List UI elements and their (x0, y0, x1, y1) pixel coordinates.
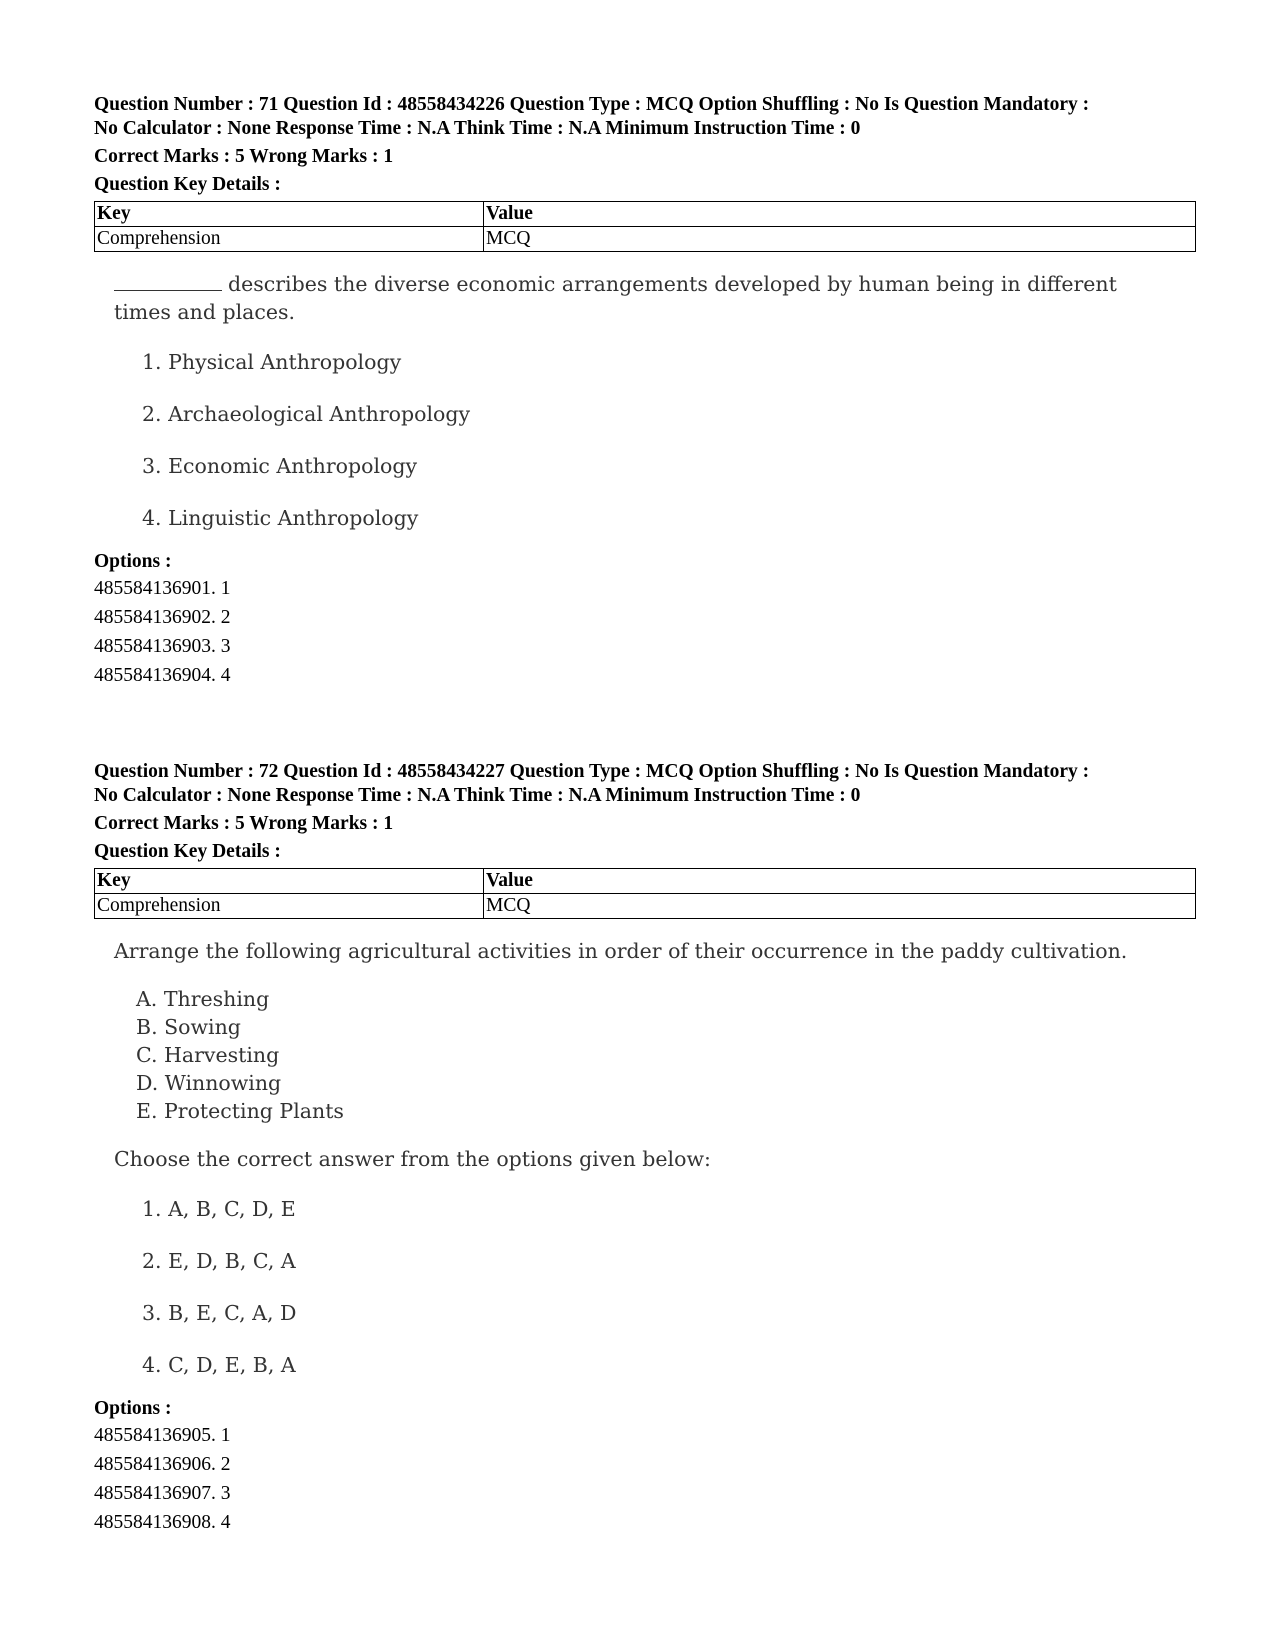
sequence-item: D. Winnowing (136, 1071, 282, 1095)
fill-in-blank (114, 270, 222, 291)
key-details-table (94, 868, 1196, 919)
choice-item: 4. Linguistic Anthropology (142, 506, 419, 530)
key-header-cell: Key (95, 869, 484, 894)
choice-item: 1. A, B, C, D, E (142, 1197, 296, 1221)
key-details-table (94, 201, 1196, 252)
option-item: 485584136901. 1 (94, 578, 231, 599)
question-image (94, 270, 1194, 532)
marks-line: Correct Marks : 5 Wrong Marks : 1 (94, 813, 394, 834)
option-item: 485584136908. 4 (94, 1512, 231, 1533)
option-item: 485584136903. 3 (94, 636, 231, 657)
value-header-cell: Value (484, 869, 1196, 894)
choice-item: 2. Archaeological Anthropology (142, 402, 471, 426)
key-cell: Comprehension (95, 894, 484, 919)
value-cell: MCQ (484, 894, 1196, 919)
key-details-title: Question Key Details : (94, 174, 281, 195)
value-header-cell: Value (484, 202, 1196, 227)
key-table-row (95, 227, 1196, 252)
choice-item: 4. C, D, E, B, A (142, 1353, 296, 1377)
question-image (94, 937, 1194, 1379)
key-table-row (95, 894, 1196, 919)
sequence-item: B. Sowing (136, 1015, 241, 1039)
question-block-71 (94, 93, 1194, 690)
question-block-72 (94, 760, 1194, 1537)
answer-instruction: Choose the correct answer from the options given below: (114, 1147, 711, 1171)
choice-item: 2. E, D, B, C, A (142, 1249, 296, 1273)
choice-item: 1. Physical Anthropology (142, 350, 402, 374)
sequence-item: E. Protecting Plants (136, 1099, 344, 1123)
choice-item: 3. Economic Anthropology (142, 454, 418, 478)
key-header-cell: Key (95, 202, 484, 227)
sequence-item: A. Threshing (136, 987, 270, 1011)
option-item: 485584136902. 2 (94, 607, 231, 628)
question-stem (114, 270, 1174, 326)
marks-line: Correct Marks : 5 Wrong Marks : 1 (94, 146, 394, 167)
value-cell: MCQ (484, 227, 1196, 252)
choice-item: 3. B, E, C, A, D (142, 1301, 297, 1325)
options-title: Options : (94, 551, 172, 572)
options-title: Options : (94, 1398, 172, 1419)
question-header-line2: No Calculator : None Response Time : N.A Think Time : N.A Minimum Instruction Time : 0 (94, 785, 861, 806)
question-header-line1: Question Number : 72 Question Id : 48558434227 Question Type : MCQ Option Shuffling : No Is Question Mandatory : (94, 761, 1090, 782)
key-table-header-row (95, 869, 1196, 894)
key-table-header-row (95, 202, 1196, 227)
option-item: 485584136905. 1 (94, 1425, 231, 1446)
key-cell: Comprehension (95, 227, 484, 252)
sequence-item: C. Harvesting (136, 1043, 280, 1067)
option-item: 485584136907. 3 (94, 1483, 231, 1504)
option-item: 485584136906. 2 (94, 1454, 231, 1475)
key-details-title: Question Key Details : (94, 841, 281, 862)
question-stem-text: describes the diverse economic arrangements developed by human being in different times and places. (114, 272, 1117, 324)
question-header-line1: Question Number : 71 Question Id : 48558434226 Question Type : MCQ Option Shuffling : No Is Question Mandatory : (94, 94, 1090, 115)
question-header-line2: No Calculator : None Response Time : N.A Think Time : N.A Minimum Instruction Time : 0 (94, 118, 861, 139)
option-item: 485584136904. 4 (94, 665, 231, 686)
question-stem-text: Arrange the following agricultural activities in order of their occurrence in the paddy cultivation. (114, 939, 1128, 963)
